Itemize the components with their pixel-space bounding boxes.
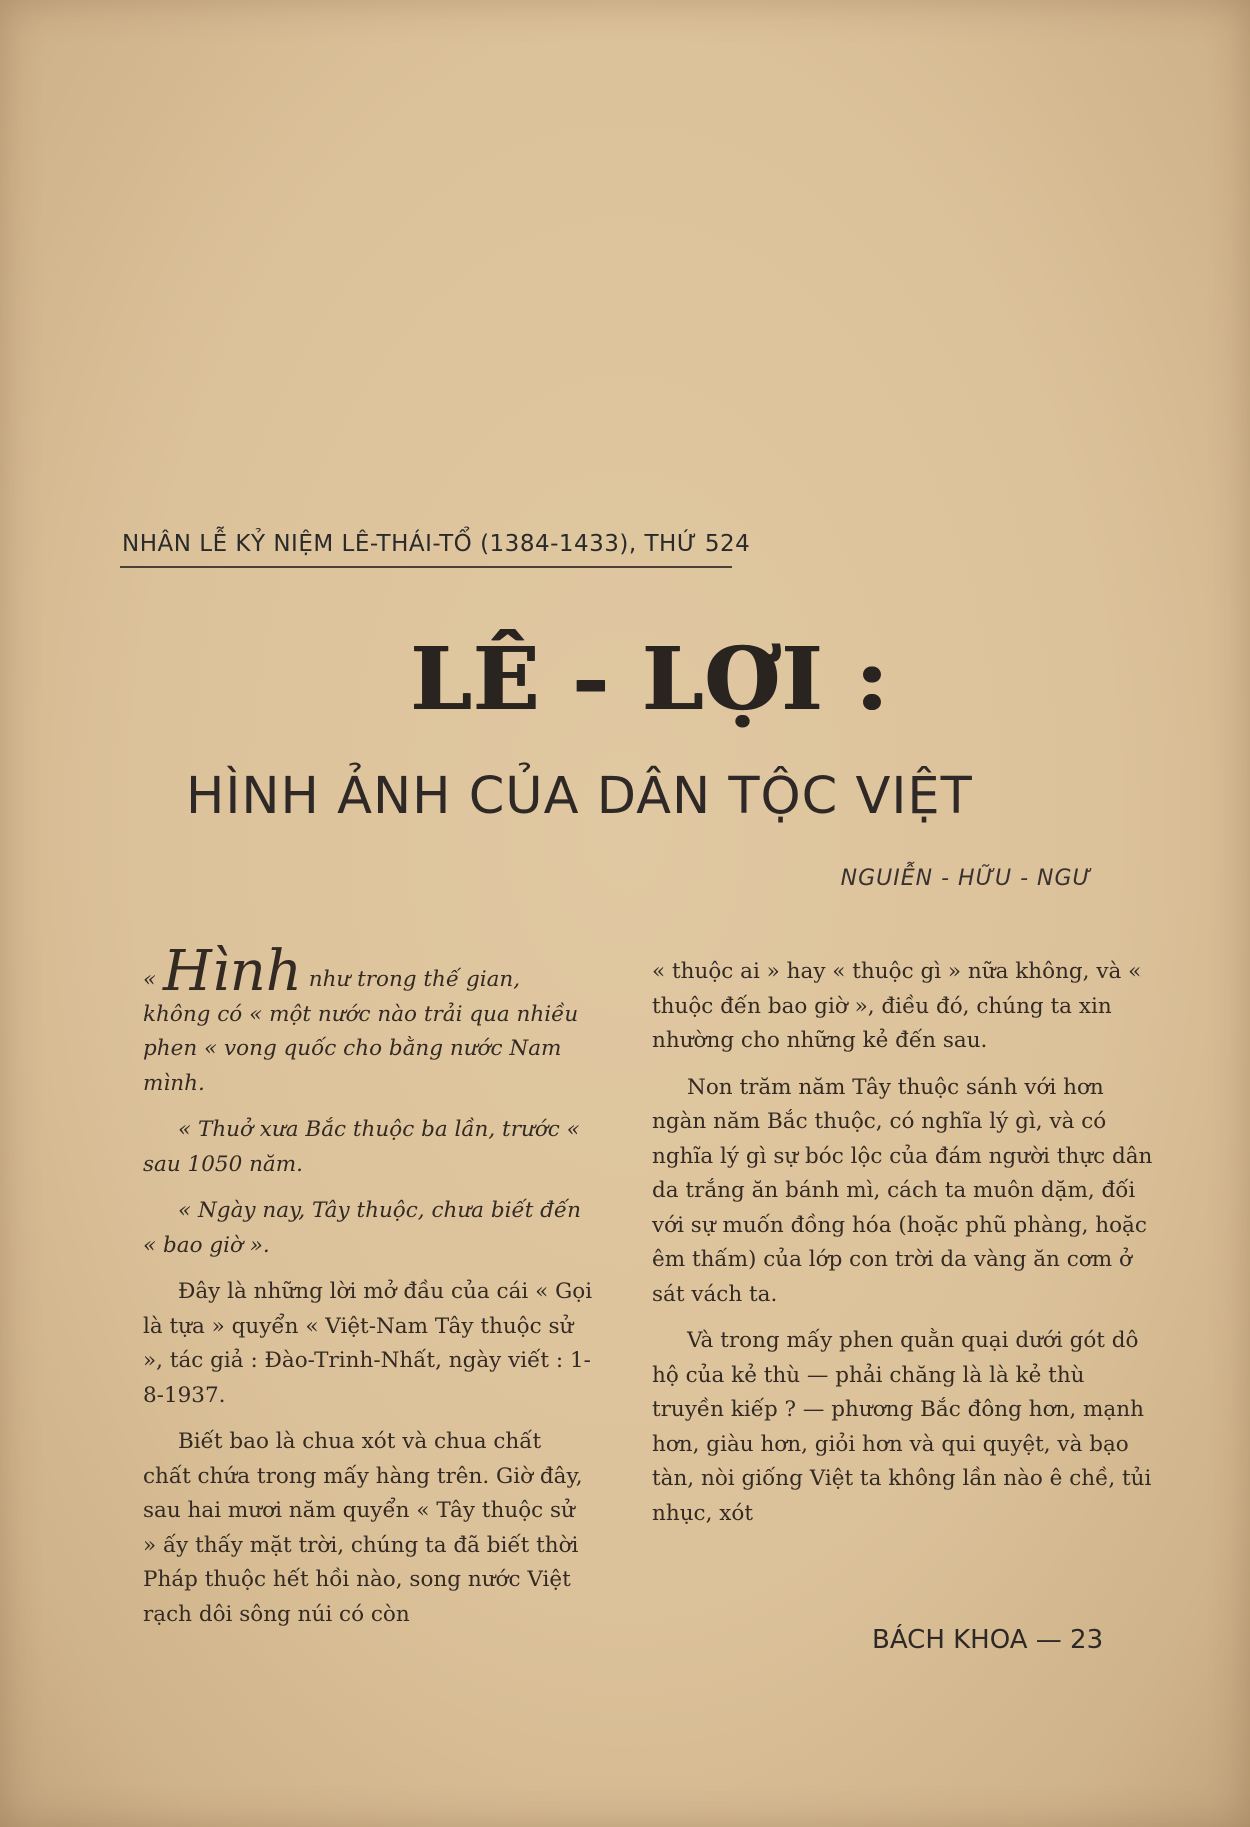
article-subtitle: HÌNH ẢNH CỦA DÂN TỘC VIỆT <box>186 767 973 826</box>
article-title: LÊ - LỢI : <box>410 629 889 730</box>
author-byline: NGUIỄN - HỮU - NGƯ <box>840 866 1092 891</box>
rubric: NHÂN LỄ KỶ NIỆM LÊ-THÁI-TỔ (1384-1433), THỨ 524 <box>122 531 751 557</box>
left-column <box>143 939 593 1632</box>
quote-paragraph: « Thuở xưa Bắc thuộc ba lần, trước « sau 1050 năm. <box>143 1117 580 1177</box>
body-paragraph: « thuộc ai » hay « thuộc gì » nữa không, và « thuộc đến bao giờ », điều đó, chúng ta xin nhường cho những kẻ đến sau. <box>652 959 1142 1053</box>
drop-cap-word: Hình <box>163 939 302 1004</box>
body-paragraph: Biết bao là chua xót và chua chất chất chứa trong mấy hàng trên. Giờ đây, sau hai mươi năm quyển « Tây thuộc sử » ấy thấy mặt trời, chúng ta đã biết thời Pháp thuộc hết hồi nào, song nước Việt rạch dôi sông núi có còn <box>143 1429 583 1627</box>
body-paragraph: Non trăm năm Tây thuộc sánh với hơn ngàn năm Bắc thuộc, có nghĩa lý gì, và có nghĩa lý gì sự bóc lộc của đám người thực dân da trắng ăn bánh mì, cách ta muôn dặm, đối với sự muốn đồng hóa (hoặc phũ phàng, hoặc êm thấm) của lớp con trời da vàng ăn cơm ở sát vách ta. <box>652 1074 1153 1307</box>
quote-text: như trong thế gian, không có « một nước nào trải qua nhiều phen « vong quốc cho bằng nước Nam mình. <box>143 967 579 1096</box>
rubric-underline <box>120 566 732 568</box>
body-paragraph: Và trong mấy phen quằn quại dưới gót dô hộ của kẻ thù — phải chăng là là kẻ thù truyền kiếp ? — phương Bắc đông hơn, mạnh hơn, giàu hơn, giỏi hơn và qui quyệt, và bạo tàn, nòi giống Việt ta không lần nào ê chề, tủi nhục, xót <box>652 1328 1152 1526</box>
quote-paragraph: « Ngày nay, Tây thuộc, chưa biết đến « bao giờ ». <box>143 1198 582 1258</box>
right-column <box>652 955 1162 1531</box>
quote-paragraph: « Hình như trong thế gian, không có « một nước nào trải qua nhiều phen « vong quốc cho bằng nước Nam mình. <box>143 939 579 1096</box>
body-paragraph: Đây là những lời mở đầu của cái « Gọi là tựa » quyển « Việt-Nam Tây thuộc sử », tác giả : Đào-Trinh-Nhất, ngày viết : 1-8-1937. <box>143 1279 593 1408</box>
page-footer: BÁCH KHOA — 23 <box>872 1625 1104 1655</box>
